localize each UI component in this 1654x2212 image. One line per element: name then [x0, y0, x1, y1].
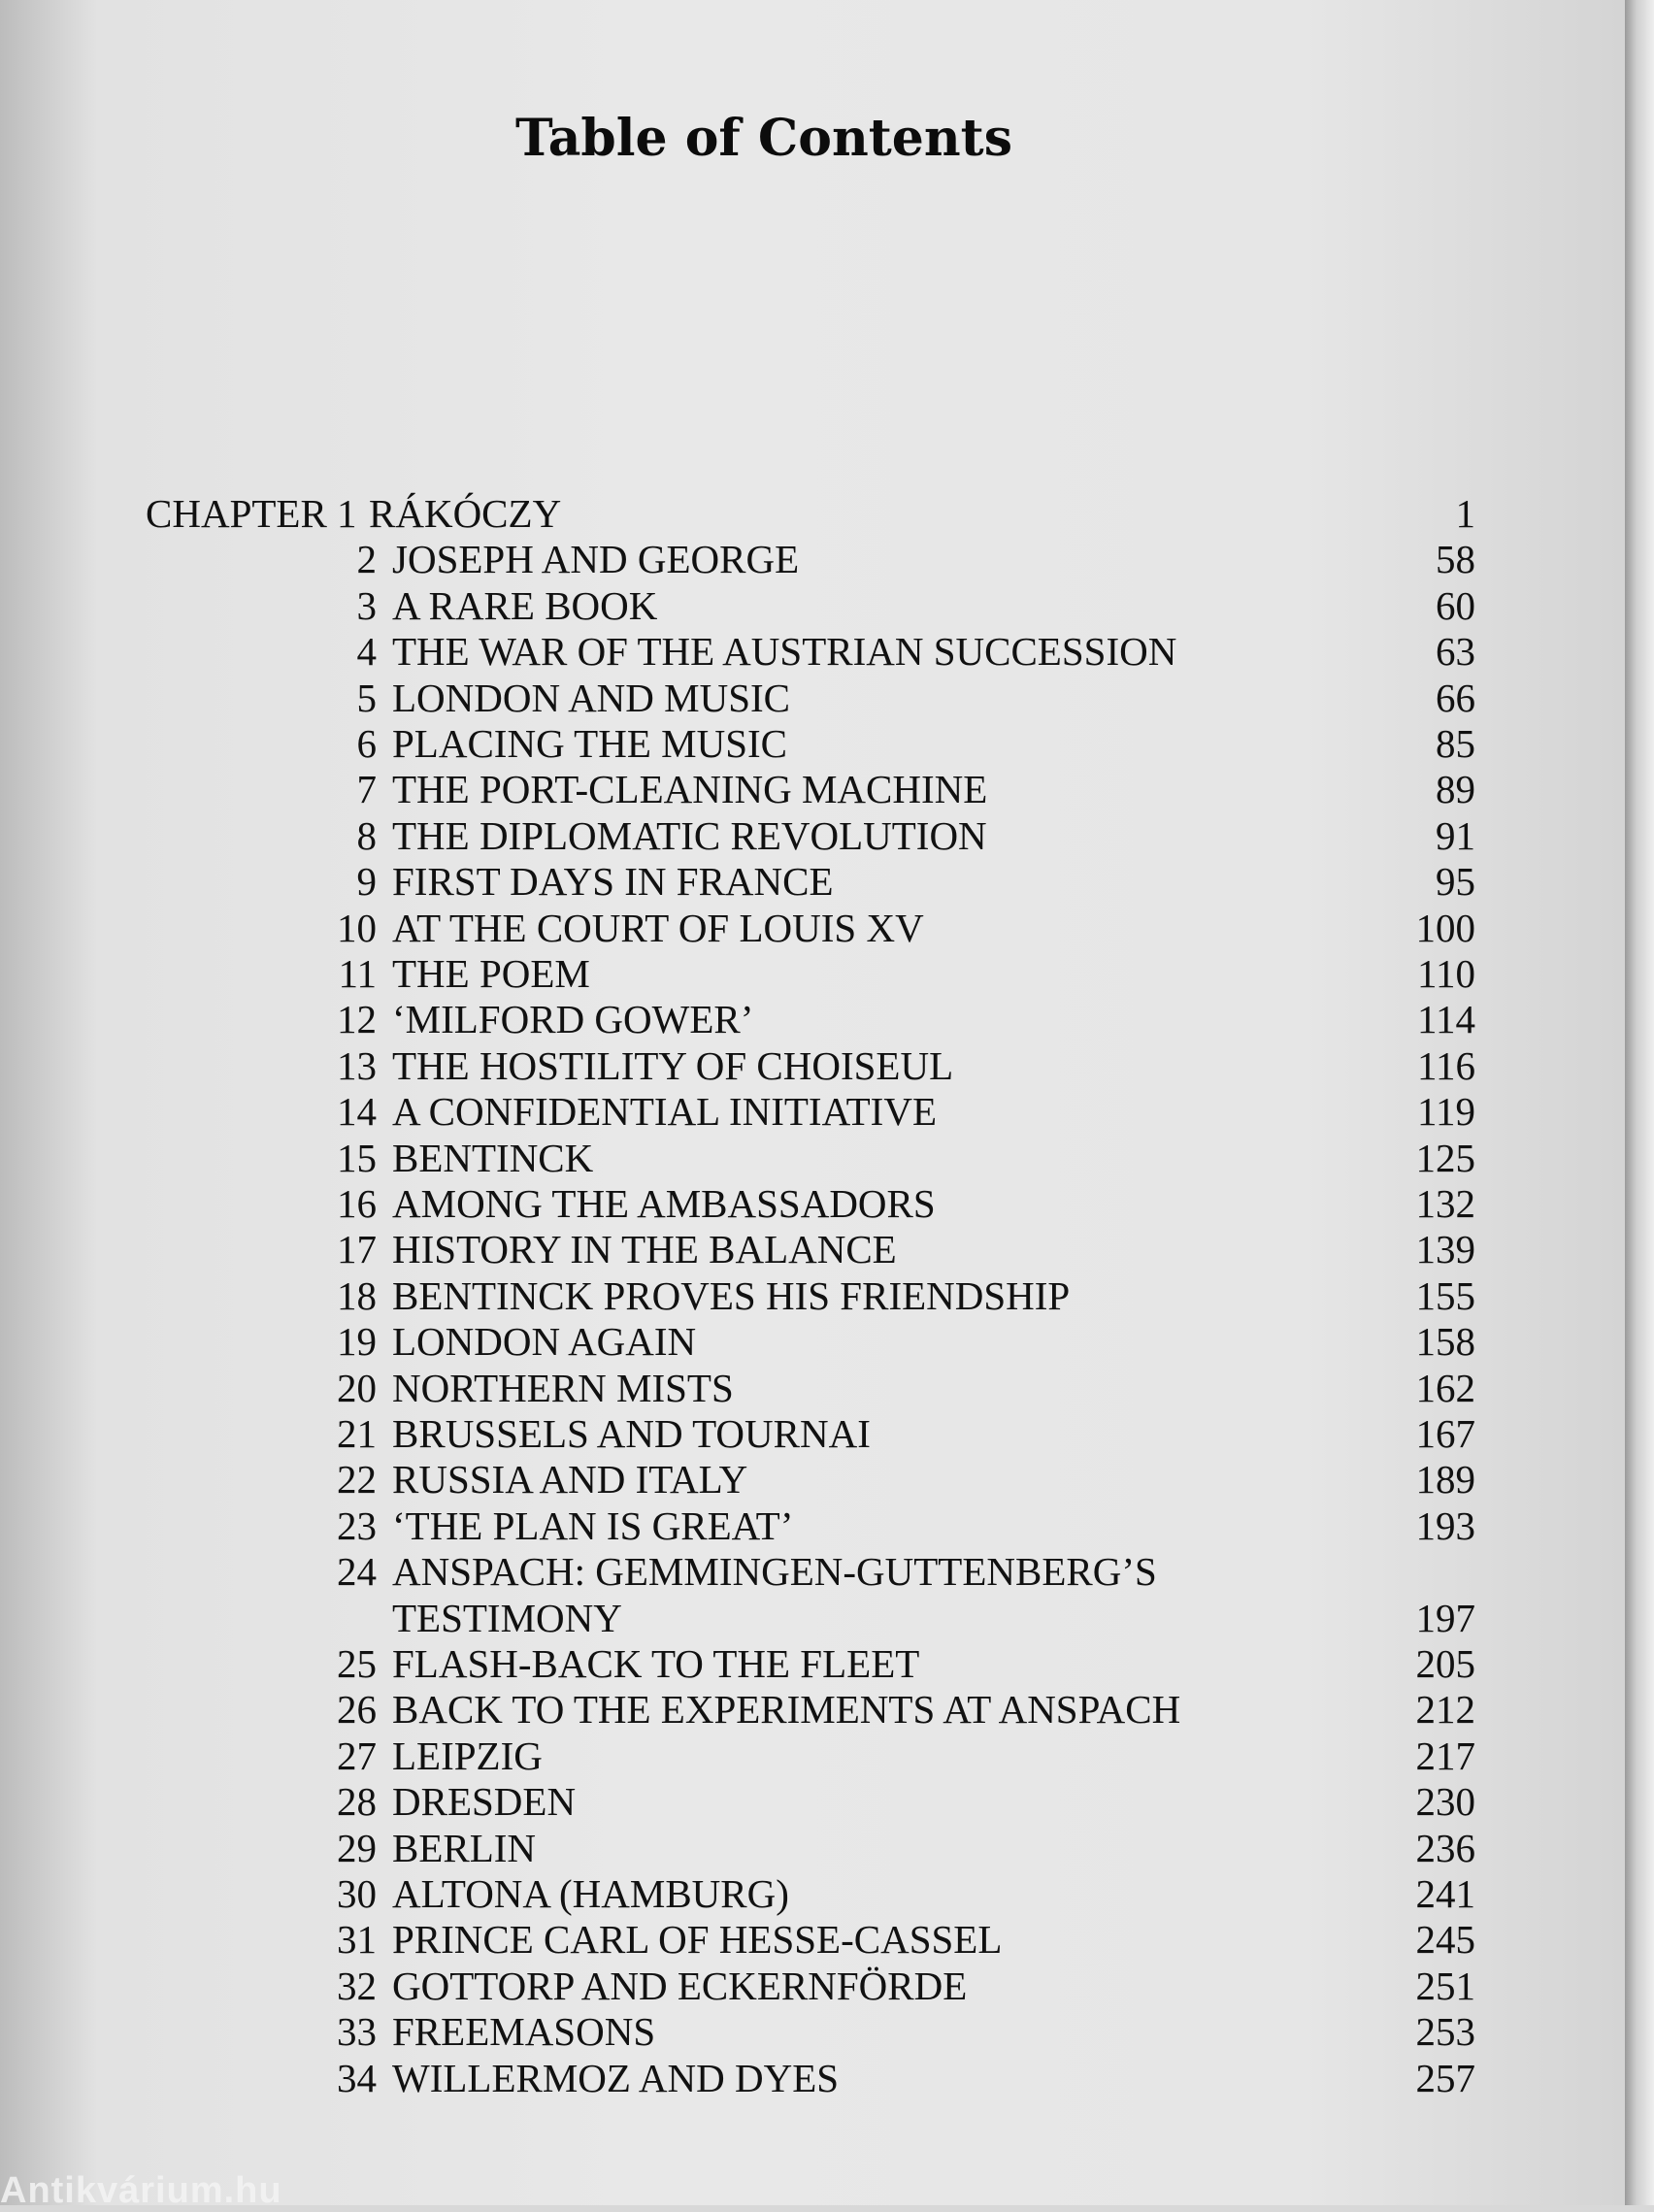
page-number: 114 [1417, 997, 1475, 1042]
chapter-title: GOTTORP AND ECKERNFÖRDE [392, 1963, 968, 2008]
page-edge [1625, 0, 1654, 2205]
page-number: 257 [1415, 2055, 1475, 2100]
chapter-number: 4 [356, 629, 377, 675]
chapter-number: 29 [337, 1825, 377, 1870]
page-number: 155 [1415, 1272, 1475, 1318]
toc-entry [0, 1089, 1514, 1135]
chapter-number: 7 [356, 767, 377, 812]
chapter-title: THE POEM [392, 951, 590, 996]
chapter-number: 20 [337, 1365, 377, 1410]
page-number: 100 [1415, 905, 1475, 950]
page-number: 212 [1415, 1687, 1475, 1733]
chapter-number: 17 [337, 1227, 377, 1272]
chapter-number: 15 [337, 1135, 377, 1180]
chapter-number: 13 [337, 1042, 377, 1088]
chapter-label: CHAPTER 1 [146, 491, 357, 536]
toc-entry [0, 813, 1514, 859]
toc-entry [0, 1871, 1514, 1917]
chapter-title: JOSEPH AND GEORGE [392, 537, 800, 582]
chapter-number: 28 [337, 1779, 377, 1825]
toc-entry [0, 1549, 1514, 1595]
chapter-number: 11 [338, 951, 377, 996]
page-number: 85 [1436, 721, 1475, 766]
page-number: 167 [1415, 1411, 1475, 1456]
chapter-number: 8 [356, 812, 377, 858]
chapter-title: RUSSIA AND ITALY [392, 1457, 748, 1502]
page-number: 66 [1436, 675, 1475, 720]
toc-entry [0, 1457, 1514, 1502]
toc-entry [0, 1043, 1514, 1089]
page-number: 125 [1415, 1135, 1475, 1180]
chapter-number: 23 [337, 1502, 377, 1548]
toc-entry [0, 951, 1514, 997]
chapter-title: LEIPZIG [392, 1733, 543, 1778]
page-number: 193 [1415, 1502, 1475, 1548]
chapter-number: 32 [337, 1963, 377, 2008]
toc-entry [0, 491, 1514, 537]
chapter-title: PLACING THE MUSIC [392, 721, 787, 766]
page-number: 253 [1415, 2009, 1475, 2055]
chapter-title: THE WAR OF THE AUSTRIAN SUCCESSION [392, 629, 1177, 675]
chapter-title: BENTINCK [392, 1135, 594, 1180]
toc-entry [0, 997, 1514, 1042]
toc-entry [0, 1733, 1514, 1779]
page-number: 251 [1415, 1963, 1475, 2008]
chapter-title: THE DIPLOMATIC REVOLUTION [392, 812, 987, 858]
toc-entry [0, 1319, 1514, 1365]
toc-entry [0, 1964, 1514, 2009]
chapter-title: ANSPACH: GEMMINGEN-GUTTENBERG’S [392, 1549, 1157, 1595]
chapter-title: LONDON AND MUSIC [392, 675, 791, 720]
chapter-number: 26 [337, 1687, 377, 1733]
chapter-title: A CONFIDENTIAL INITIATIVE [392, 1089, 937, 1135]
chapter-title: THE HOSTILITY OF CHOISEUL [392, 1042, 954, 1088]
chapter-title: A RARE BOOK [392, 582, 658, 628]
chapter-title: PRINCE CARL OF HESSE-CASSEL [392, 1917, 1003, 1963]
chapter-number: 12 [337, 997, 377, 1042]
toc-entry [0, 1917, 1514, 1963]
page-number: 241 [1415, 1871, 1475, 1916]
chapter-title: AT THE COURT OF LOUIS XV [392, 905, 924, 950]
chapter-title: HISTORY IN THE BALANCE [392, 1227, 897, 1272]
page-number: 60 [1436, 582, 1475, 628]
page-number: 162 [1415, 1365, 1475, 1410]
toc-entry [0, 859, 1514, 905]
chapter-title: THE PORT-CLEANING MACHINE [392, 767, 988, 812]
chapter-number: 16 [337, 1181, 377, 1226]
toc-entry [0, 2009, 1514, 2055]
toc-entry [0, 1596, 1514, 1641]
chapter-title: ‘MILFORD GOWER’ [392, 997, 754, 1042]
page-number: 245 [1415, 1917, 1475, 1963]
chapter-number: 33 [337, 2009, 377, 2055]
chapter-number: 21 [337, 1411, 377, 1456]
chapter-title: NORTHERN MISTS [392, 1365, 734, 1410]
chapter-number: 18 [337, 1272, 377, 1318]
page-number: 132 [1415, 1181, 1475, 1226]
toc-entry [0, 906, 1514, 951]
page-number: 217 [1415, 1733, 1475, 1778]
chapter-number: 14 [337, 1089, 377, 1135]
chapter-title: DRESDEN [392, 1779, 577, 1825]
chapter-title: AMONG THE AMBASSADORS [392, 1181, 936, 1226]
toc-entry [0, 537, 1514, 582]
toc-entry [0, 1826, 1514, 1871]
toc-entry [0, 629, 1514, 675]
page-number: 119 [1417, 1089, 1475, 1135]
chapter-number: 2 [356, 537, 377, 582]
chapter-number: 30 [337, 1871, 377, 1916]
page-number: 95 [1436, 859, 1475, 905]
page-number: 63 [1436, 629, 1475, 675]
toc-entry [0, 1273, 1514, 1319]
chapter-title: WILLERMOZ AND DYES [392, 2055, 840, 2100]
toc-entry [0, 1779, 1514, 1825]
toc-entry [0, 1503, 1514, 1549]
page-number: 236 [1415, 1825, 1475, 1870]
page-number: 139 [1415, 1227, 1475, 1272]
chapter-title: FREEMASONS [392, 2009, 656, 2055]
chapter-title: ALTONA (HAMBURG) [392, 1871, 789, 1916]
toc-entry [0, 2056, 1514, 2101]
page-number: 205 [1415, 1641, 1475, 1686]
toc-entry [0, 767, 1514, 812]
page-title: Table of Contents [515, 109, 1012, 168]
toc-entry [0, 1411, 1514, 1457]
toc-entry [0, 1366, 1514, 1411]
toc-entry [0, 583, 1514, 629]
toc-entry [0, 721, 1514, 767]
page-number: 89 [1436, 767, 1475, 812]
page-number: 197 [1415, 1595, 1475, 1640]
chapter-title: BERLIN [392, 1825, 537, 1870]
page-number: 189 [1415, 1457, 1475, 1502]
chapter-title: LONDON AGAIN [392, 1319, 697, 1365]
toc-entry [0, 1687, 1514, 1733]
watermark: Antikvárium.hu [0, 2170, 282, 2211]
page-number: 230 [1415, 1779, 1475, 1825]
chapter-title: FLASH-BACK TO THE FLEET [392, 1641, 920, 1686]
chapter-number: 31 [337, 1917, 377, 1963]
chapter-number: 10 [337, 905, 377, 950]
chapter-number: 27 [337, 1733, 377, 1778]
chapter-number: 9 [356, 859, 377, 905]
page-number: 158 [1415, 1319, 1475, 1365]
toc-entry [0, 1227, 1514, 1272]
chapter-number: 5 [356, 675, 377, 720]
chapter-number: 34 [337, 2055, 377, 2100]
chapter-title: BRUSSELS AND TOURNAI [392, 1411, 871, 1456]
page-number: 91 [1436, 812, 1475, 858]
chapter-title: ‘THE PLAN IS GREAT’ [392, 1502, 794, 1548]
chapter-number: 6 [356, 721, 377, 766]
toc-entry [0, 1641, 1514, 1687]
chapter-number: 19 [337, 1319, 377, 1365]
chapter-title: BACK TO THE EXPERIMENTS AT ANSPACH [392, 1687, 1181, 1733]
chapter-title: BENTINCK PROVES HIS FRIENDSHIP [392, 1272, 1071, 1318]
chapter-number: 24 [337, 1549, 377, 1595]
toc-entry [0, 1181, 1514, 1227]
page-number: 1 [1455, 491, 1475, 536]
page-number: 110 [1417, 951, 1475, 996]
chapter-number: 3 [356, 582, 377, 628]
chapter-title: FIRST DAYS IN FRANCE [392, 859, 834, 905]
chapter-title: TESTIMONY [392, 1595, 622, 1640]
chapter-number: 22 [337, 1457, 377, 1502]
page-number: 58 [1436, 537, 1475, 582]
chapter-title: RÁKÓCZY [369, 491, 562, 536]
toc-entry [0, 1136, 1514, 1181]
chapter-number: 25 [337, 1641, 377, 1686]
page-number: 116 [1417, 1042, 1475, 1088]
toc-entry [0, 676, 1514, 721]
